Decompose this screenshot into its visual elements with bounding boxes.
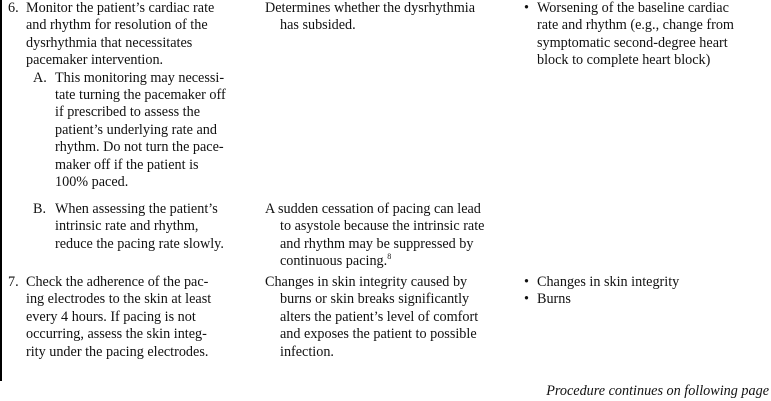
rationale-line: and exposes the patient to possible [280,326,477,343]
substep-line: tate turning the pacemaker off [55,87,226,103]
report-line: Changes in skin integrity [537,274,680,290]
bullet: • [524,0,529,16]
rationale-line: alters the patient’s level of comfort [280,308,479,325]
substep-letter: B. [33,201,47,217]
action-line: ing electrodes to the skin at least [26,291,212,308]
substep-line: patient’s underlying rate and [55,121,217,138]
action-line: Check the adherence of the pac- [26,274,209,290]
report-line: Burns [537,291,571,308]
report-line: symptomatic second-degree heart [537,34,728,51]
rationale-line: Changes in skin integrity caused by [265,274,468,290]
substep-letter: A. [33,69,47,86]
substep-line: if prescribed to assess the [55,104,200,121]
rationale-text: continuous pacing. [280,253,388,270]
reference-superscript: 8 [387,252,392,262]
report-line: Worsening of the baseline cardiac [537,0,729,16]
substep-line: When assessing the patient’s [55,201,218,217]
rationale-line: has subsided. [280,17,356,34]
report-line: rate and rhythm (e.g., change from [537,17,734,34]
action-line: dysrhythmia that necessitates [26,34,193,51]
left-margin-rule [0,0,2,381]
action-line: pacemaker intervention. [26,52,164,69]
step-number: 6. [8,0,19,16]
substep-line: This monitoring may necessi- [55,69,225,86]
substep-line: rhythm. Do not turn the pace- [55,139,224,156]
substep-line: reduce the pacing rate slowly. [55,235,224,252]
bullet: • [524,291,529,308]
step-number: 7. [8,274,19,290]
continuation-note: Procedure continues on following page [546,383,769,399]
rationale-line: A sudden cessation of pacing can lead [265,201,481,217]
action-line: every 4 hours. If pacing is not [26,308,196,325]
substep-line: intrinsic rate and rhythm, [55,218,199,235]
action-line: and rhythm for resolution of the [26,17,208,34]
rationale-line: burns or skin breaks significantly [280,291,470,308]
action-line: Monitor the patient’s cardiac rate [26,0,215,16]
bullet: • [524,274,529,290]
action-line: rity under the pacing electrodes. [26,343,209,360]
action-line: occurring, assess the skin integ- [26,326,207,343]
rationale-line: infection. [280,343,334,360]
substep-line: 100% paced. [55,174,129,190]
rationale-line: and rhythm may be suppressed by [280,235,474,252]
rationale-line: Determines whether the dysrhythmia [265,0,475,16]
report-line: block to complete heart block) [537,52,711,69]
rationale-line [280,253,391,270]
substep-line: maker off if the patient is [55,156,199,173]
rationale-line: to asystole because the intrinsic rate [280,218,485,235]
